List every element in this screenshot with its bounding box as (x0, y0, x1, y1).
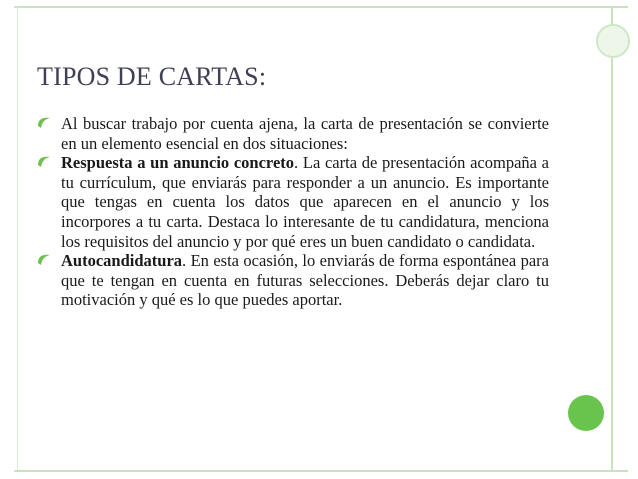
frame-top-line (14, 6, 628, 8)
bullet-text: Al buscar trabajo por cuenta ajena, la carta de presentación se convierte en un elemento esencial en dos situaciones: (61, 114, 549, 153)
bullet-bold-term: Respuesta a un anuncio concreto (61, 153, 295, 173)
frame-right-line (611, 6, 613, 472)
bullet-swoosh-icon (37, 253, 51, 267)
decorative-circle-green (568, 395, 604, 431)
bullet-item (37, 114, 549, 153)
bullet-swoosh-icon (37, 155, 51, 169)
bullet-item (37, 251, 549, 310)
decorative-circle-top (596, 24, 630, 58)
bullet-list (37, 114, 549, 310)
bullet-bold-term: Autocandidatura (61, 251, 183, 271)
bullet-text: . En esta ocasión, lo enviarás de forma espontánea para que te tengan en cuenta en futuras selecciones. Deberás dejar claro tu motivación y qué es lo que puedes aportar. (61, 251, 549, 310)
bullet-item (37, 153, 549, 251)
bullet-text: . La carta de presentación acompaña a tu currículum, que enviarás para responder a un anuncio. Es importante que tengas en cuenta los datos que aparecen en el anuncio y los incorpores a tu carta. Destaca lo interesante de tu candidatura, menciona los requisitos del anuncio y por qué eres un buen candidato o candidata. (61, 153, 549, 251)
bullet-swoosh-icon (37, 116, 51, 130)
frame-bottom-line (14, 470, 628, 472)
slide-title: TIPOS DE CARTAS: (37, 62, 267, 91)
frame-left-line (17, 6, 18, 472)
